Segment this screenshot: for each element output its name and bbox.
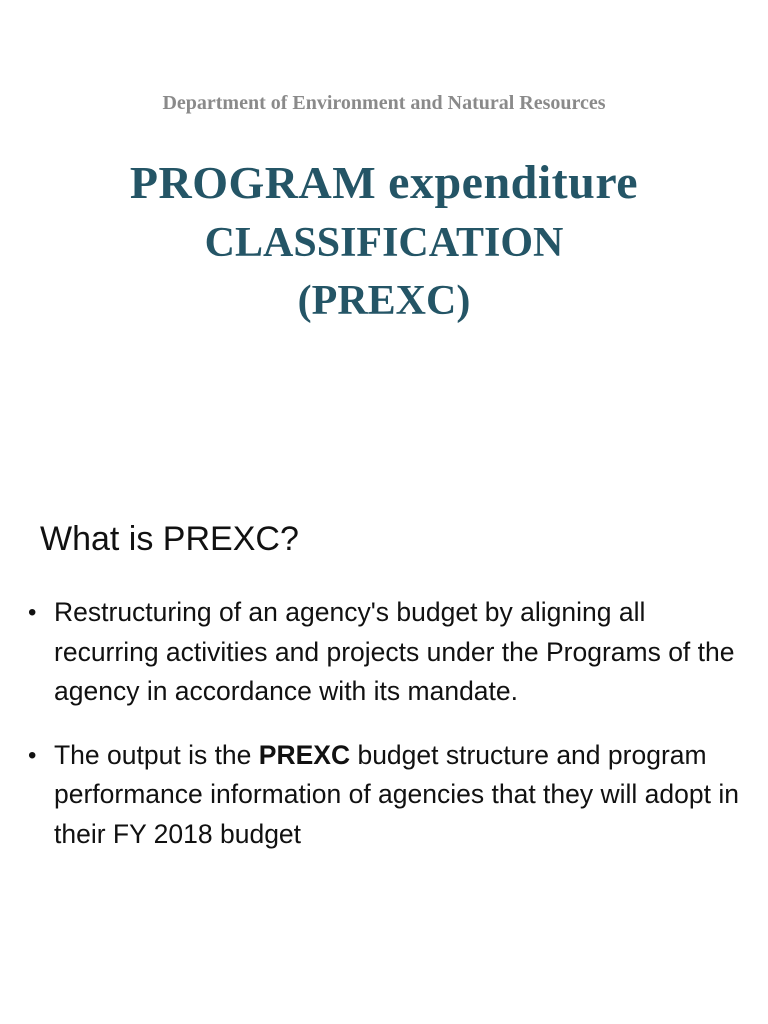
title-line-2: CLASSIFICATION (204, 220, 564, 266)
slide-title (0, 152, 768, 330)
bullet-item (28, 736, 743, 855)
title-line-3: (PREXC) (297, 278, 471, 324)
department-name: Department of Environment and Natural Resources (162, 92, 606, 114)
bullet-icon: • (28, 741, 37, 769)
bullet-text: Restructuring of an agency's budget by aligning all recurring activities and projects under the Programs of the agency in accordance with its mandate. (54, 597, 735, 706)
bullet-text-bold: PREXC (258, 739, 351, 770)
title-line-1 (0, 152, 768, 214)
title-expenditure: expenditure (388, 156, 639, 209)
section-heading: What is PREXC? (40, 520, 299, 558)
bullet-list (28, 593, 743, 854)
bullet-item (28, 593, 743, 712)
title-program: PROGRAM (129, 157, 377, 208)
bullet-text-before: The output is the (54, 739, 259, 770)
bullet-icon: • (28, 599, 37, 626)
bullet-text-after: budget structure and program performance information of agencies that they will adopt in their FY 2018 budget (54, 739, 739, 849)
